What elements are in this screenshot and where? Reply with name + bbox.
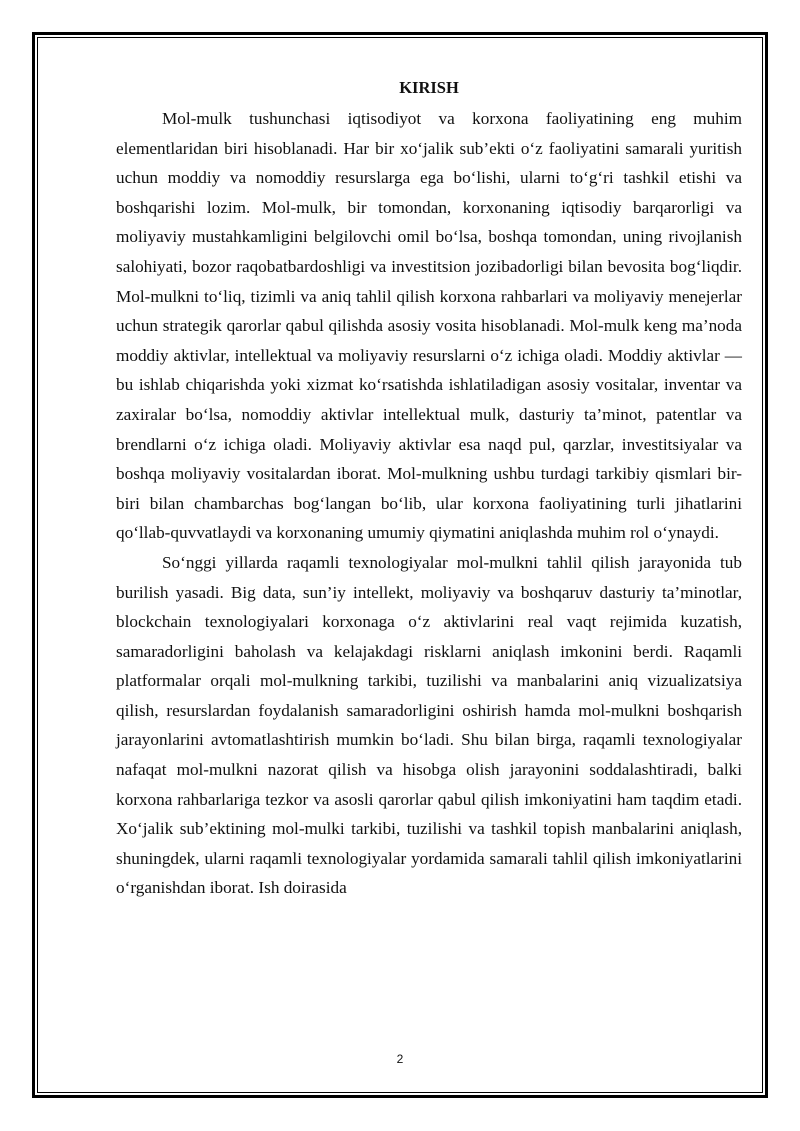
paragraph-1: Mol-mulk tushunchasi iqtisodiyot va korxona faoliyatining eng muhim elementlaridan biri hisoblanadi. Har bir xo‘jalik sub’ekti o‘z faoliyatini samarali yuritish uchun moddiy va nomoddiy resurslarga ega bo‘lishi, ularni to‘g‘ri tashkil etishi va boshqarishi lozim. Mol-mulk, bir tomondan, korxonaning iqtisodiy barqarorligi va moliyaviy mustahkamligini belgilovchi omil bo‘lsa, boshqa tomondan, uning rivojlanish salohiyati, bozor raqobatbardoshligi va investitsion jozibadorligi bilan bevosita bog‘liqdir. Mol-mulkni to‘liq, tizimli va aniq tahlil qilish korxona rahbarlari va moliyaviy menejerlar uchun strategik qarorlar qabul qilishda asosiy vosita hisoblanadi. Mol-mulk keng ma’noda moddiy aktivlar, intellektual va moliyaviy resurslarni o‘z ichiga oladi. Moddiy aktivlar — bu ishlab chiqarishda yoki xizmat ko‘rsatishda ishlatiladigan asosiy vositalar, inventar va zaxiralar bo‘lsa, nomoddiy aktivlar intellektual mulk, dasturiy ta’minot, patentlar va brendlarni o‘z ichiga oladi. Moliyaviy aktivlar esa naqd pul, qarzlar, investitsiyalar va boshqa moliyaviy vositalardan iborat. Mol-mulkning ushbu turdagi tarkibiy qismlari bir-biri bilan chambarchas bog‘langan bo‘lib, ular korxona faoliyatining turli jihatlarini qo‘llab-quvvatlaydi va korxonaning umumiy qiymatini aniqlashda muhim rol o‘ynaydi. bbox=[116, 109, 742, 543]
paragraph-2: So‘nggi yillarda raqamli texnologiyalar mol-mulkni tahlil qilish jarayonida tub burilish yasadi. Big data, sun’iy intellekt, moliyaviy va boshqaruv dasturiy ta’minotlar, blockchain texnologiyalari korxonaga o‘z aktivlarini real vaqt rejimida kuzatish, samaradorligini baholash va kelajakdagi risklarni aniqlash imkonini berdi. Raqamli platformalar orqali mol-mulkning tarkibi, tuzilishi va manbalarini aniq vizualizatsiya qilish, resurslardan foydalanish samaradorligini oshirish hamda mol-mulkni boshqarish jarayonlarini avtomatlashtirish mumkin bo‘ladi. Shu bilan birga, raqamli texnologiyalar nafaqat mol-mulkni nazorat qilish va hisobga olish jarayonini soddalashtiradi, balki korxona rahbarlariga tezkor va asosli qarorlar qabul qilish imkoniyatini ham taqdim etadi. Xo‘jalik sub’ektining mol-mulki tarkibi, tuzilishi va tashkil topish manbalarini aniqlash, shuningdek, ularni raqamli texnologiyalar yordamida samarali tahlil qilish imkoniyatlarini o‘rganishdan iborat. Ish doirasida bbox=[116, 552, 742, 898]
page-number: 2 bbox=[396, 1052, 404, 1066]
section-title: KIRISH bbox=[399, 78, 459, 97]
document-body bbox=[116, 74, 742, 903]
